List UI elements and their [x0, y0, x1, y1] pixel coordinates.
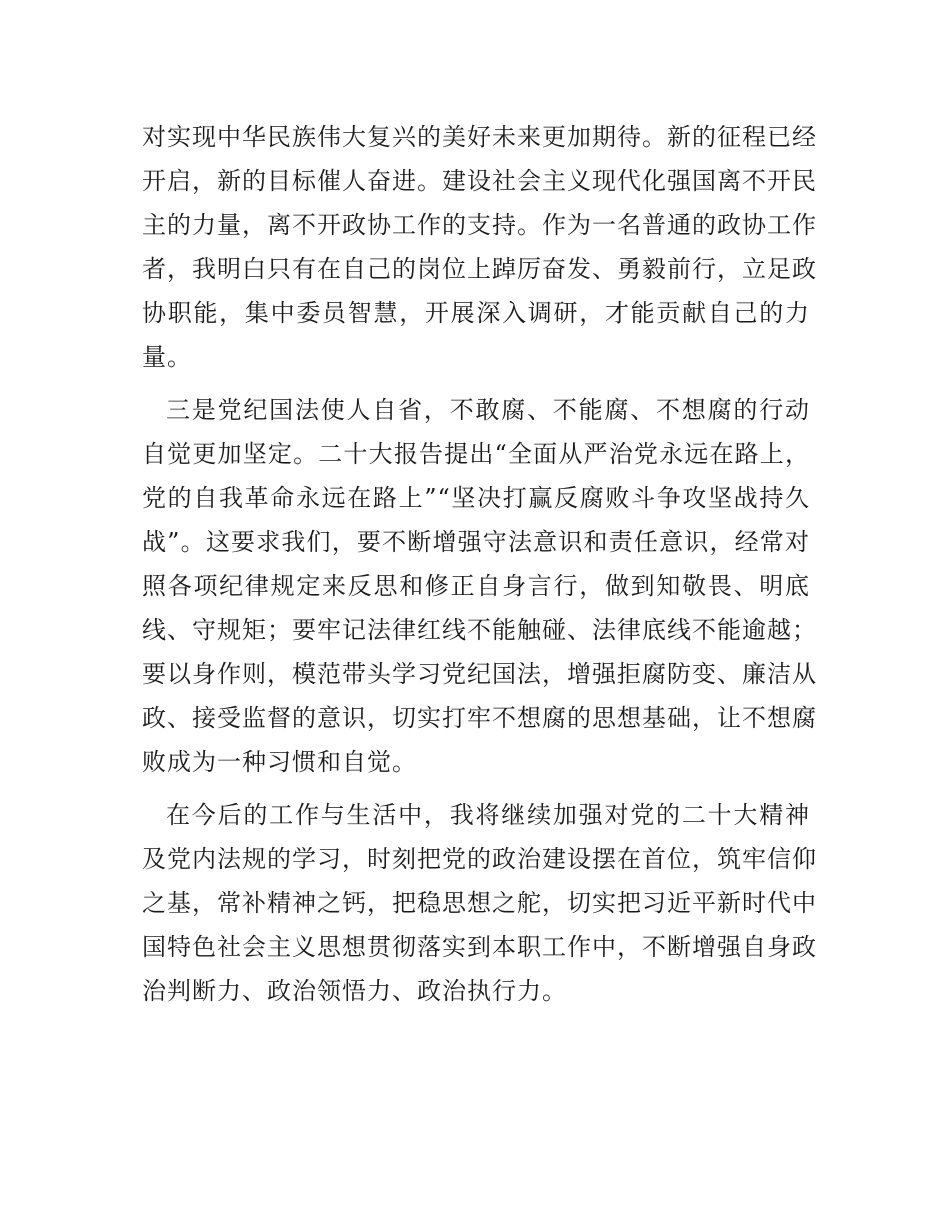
paragraph-line: 在今后的工作与生活中，我将继续加强对党的二十大精神 [166, 801, 810, 829]
paragraph-1 [142, 115, 817, 379]
paragraph-line: 开启，新的目标催人奋进。建设社会主义现代化强国离不开民 [142, 167, 817, 195]
paragraph-line: 败成为一种习惯和自觉。 [142, 748, 417, 776]
paragraph-3 [142, 793, 817, 1013]
paragraph-line: 线、守规矩；要牢记法律红线不能触碰、法律底线不能逾越； [142, 616, 817, 644]
paragraph-line: 照各项纪律规定来反思和修正自身言行，做到知敬畏、明底 [142, 572, 810, 600]
paragraph-line: 党的自我革命永远在路上”“坚决打赢反腐败斗争攻坚战持久 [142, 484, 810, 512]
paragraph-line: 战”。这要求我们，要不断增强守法意识和责任意识，经常对 [142, 528, 810, 556]
paragraph-line: 协职能，集中委员智慧，开展深入调研，才能贡献自己的力 [142, 299, 810, 327]
paragraph-line: 量。 [142, 343, 192, 371]
paragraph-spacer [142, 784, 810, 793]
paragraph-line: 者，我明白只有在自己的岗位上踔厉奋发、勇毅前行，立足政 [142, 255, 817, 283]
paragraph-line: 国特色社会主义思想贯彻落实到本职工作中，不断增强自身政 [142, 933, 817, 961]
paragraph-line: 及党内法规的学习，时刻把党的政治建设摆在首位，筑牢信仰 [142, 845, 817, 873]
paragraph-line: 治判断力、政治领悟力、政治执行力。 [142, 977, 567, 1005]
paragraph-line: 自觉更加坚定。二十大报告提出“全面从严治党永远在路上， [142, 440, 810, 468]
paragraph-2 [142, 388, 817, 784]
paragraph-line: 对实现中华民族伟大复兴的美好未来更加期待。新的征程已经 [142, 123, 817, 151]
paragraph-spacer [142, 379, 810, 388]
paragraph-line: 要以身作则，模范带头学习党纪国法，增强拒腐防变、廉洁从 [142, 660, 817, 688]
paragraph-line: 之基，常补精神之钙，把稳思想之舵，切实把习近平新时代中 [142, 889, 817, 917]
paragraph-line: 三是党纪国法使人自省，不敢腐、不能腐、不想腐的行动 [166, 396, 810, 424]
paragraph-line: 主的力量，离不开政协工作的支持。作为一名普通的政协工作 [142, 211, 817, 239]
document-body [142, 115, 817, 1013]
paragraph-line: 政、接受监督的意识，切实打牢不想腐的思想基础，让不想腐 [142, 704, 817, 732]
